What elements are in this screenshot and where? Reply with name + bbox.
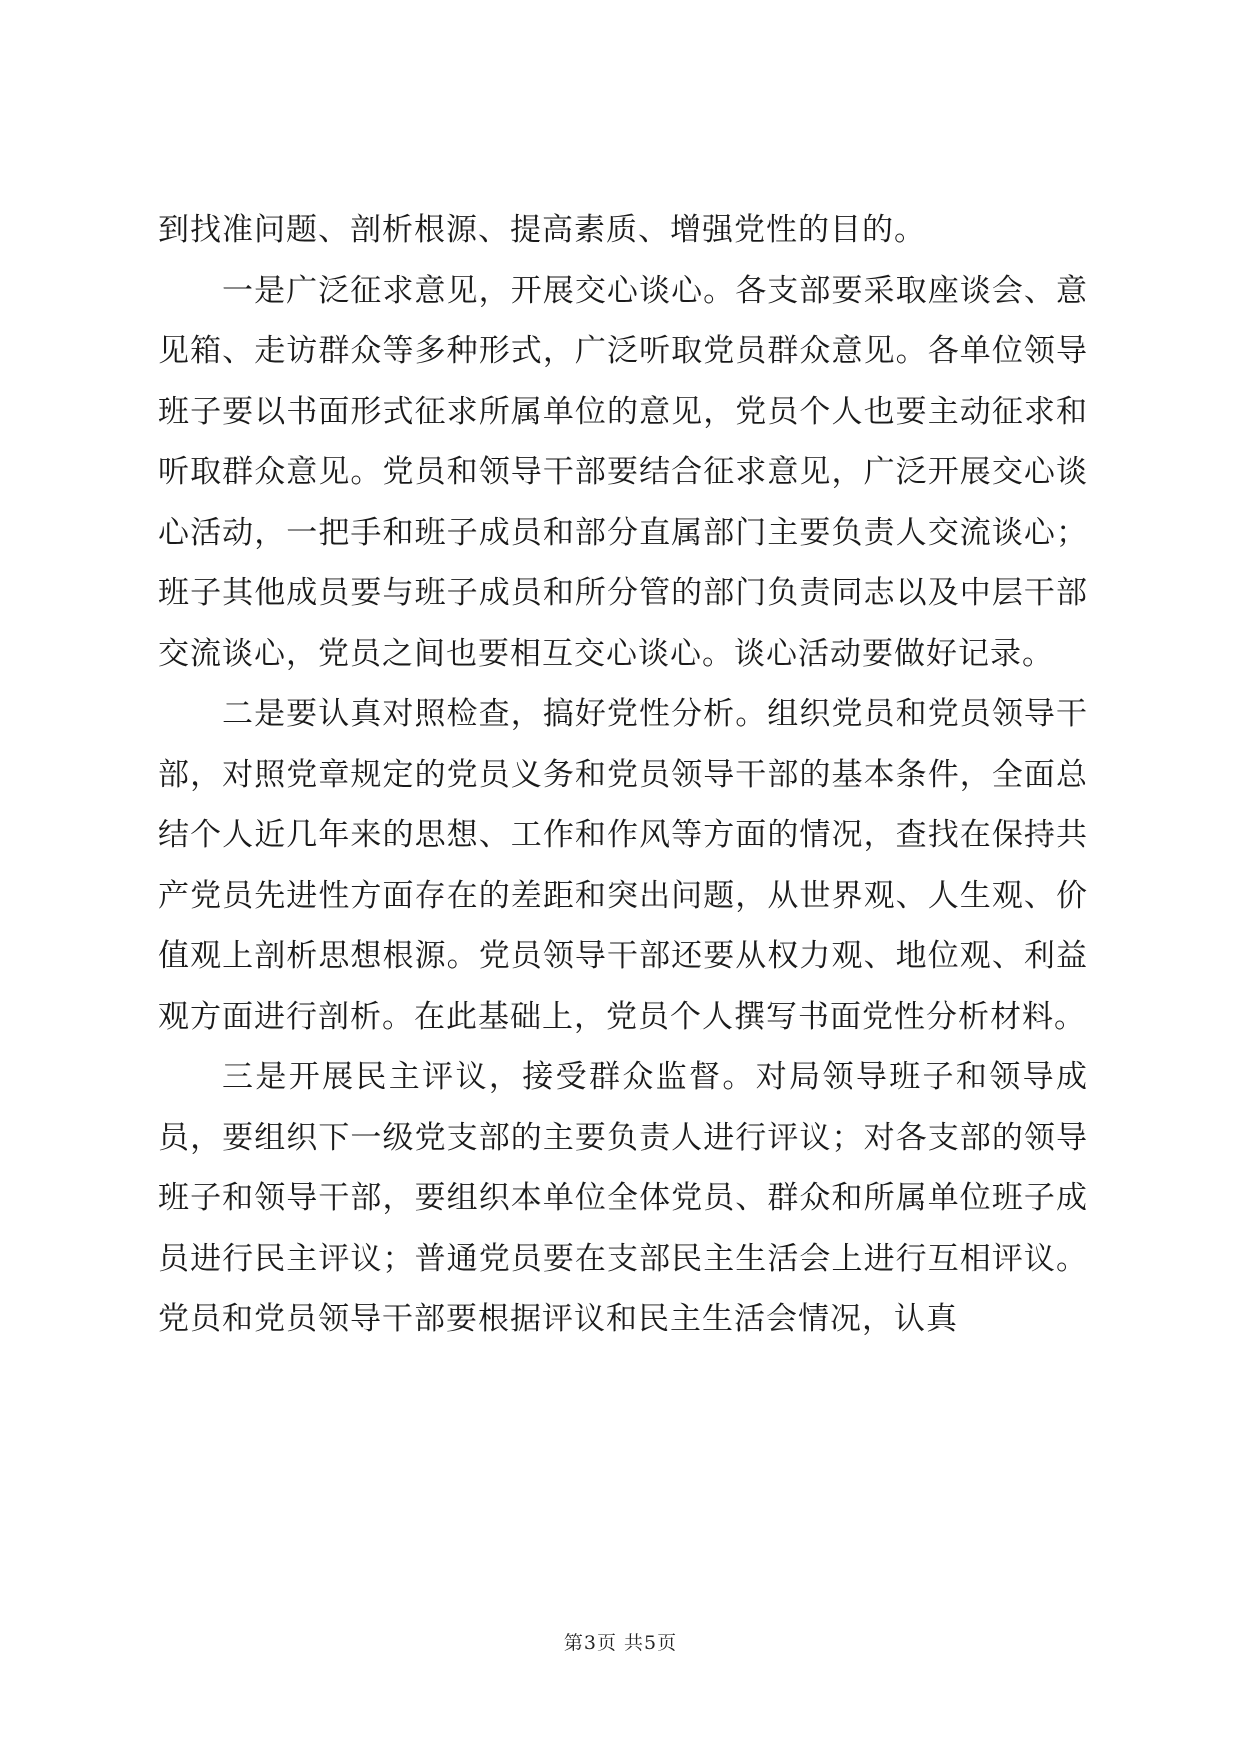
paragraph-continuation: 到找准问题、剖析根源、提高素质、增强党性的目的。 (158, 212, 926, 248)
paragraph-party-analysis: 二是要认真对照检查，搞好党性分析。组织党员和党员领导干部，对照党章规定的党员义务和党员领导干部的基本条件，全面总结个人近几年来的思想、工作和作风等方面的情况，查找在保持共产党员先进性方面存在的差距和突出问题，从世界观、人生观、价值观上剖析思想根源。党员领导干部还要从权力观、地位观、利益观方面进行剖析。在此基础上，党员个人撰写书面党性分析材料。 (158, 696, 1088, 1035)
body-text (158, 200, 1088, 1350)
paragraph-democratic-review: 三是开展民主评议，接受群众监督。对局领导班子和领导成员，要组织下一级党支部的主要负责人进行评议；对各支部的领导班子和领导干部，要组织本单位全体党员、群众和所属单位班子成员进行民主评议；普通党员要在支部民主生活会上进行互相评议。党员和党员领导干部要根据评议和民主生活会情况，认真 (158, 1059, 1088, 1337)
page-footer: 第3页 共5页 (563, 1632, 678, 1654)
paragraph-solicit-opinions: 一是广泛征求意见，开展交心谈心。各支部要采取座谈会、意见箱、走访群众等多种形式，广泛听取党员群众意见。各单位领导班子要以书面形式征求所属单位的意见，党员个人也要主动征求和听取群众意见。党员和领导干部要结合征求意见，广泛开展交心谈心活动，一把手和班子成员和部分直属部门主要负责人交流谈心；班子其他成员要与班子成员和所分管的部门负责同志以及中层干部交流谈心，党员之间也要相互交心谈心。谈心活动要做好记录。 (158, 272, 1088, 672)
